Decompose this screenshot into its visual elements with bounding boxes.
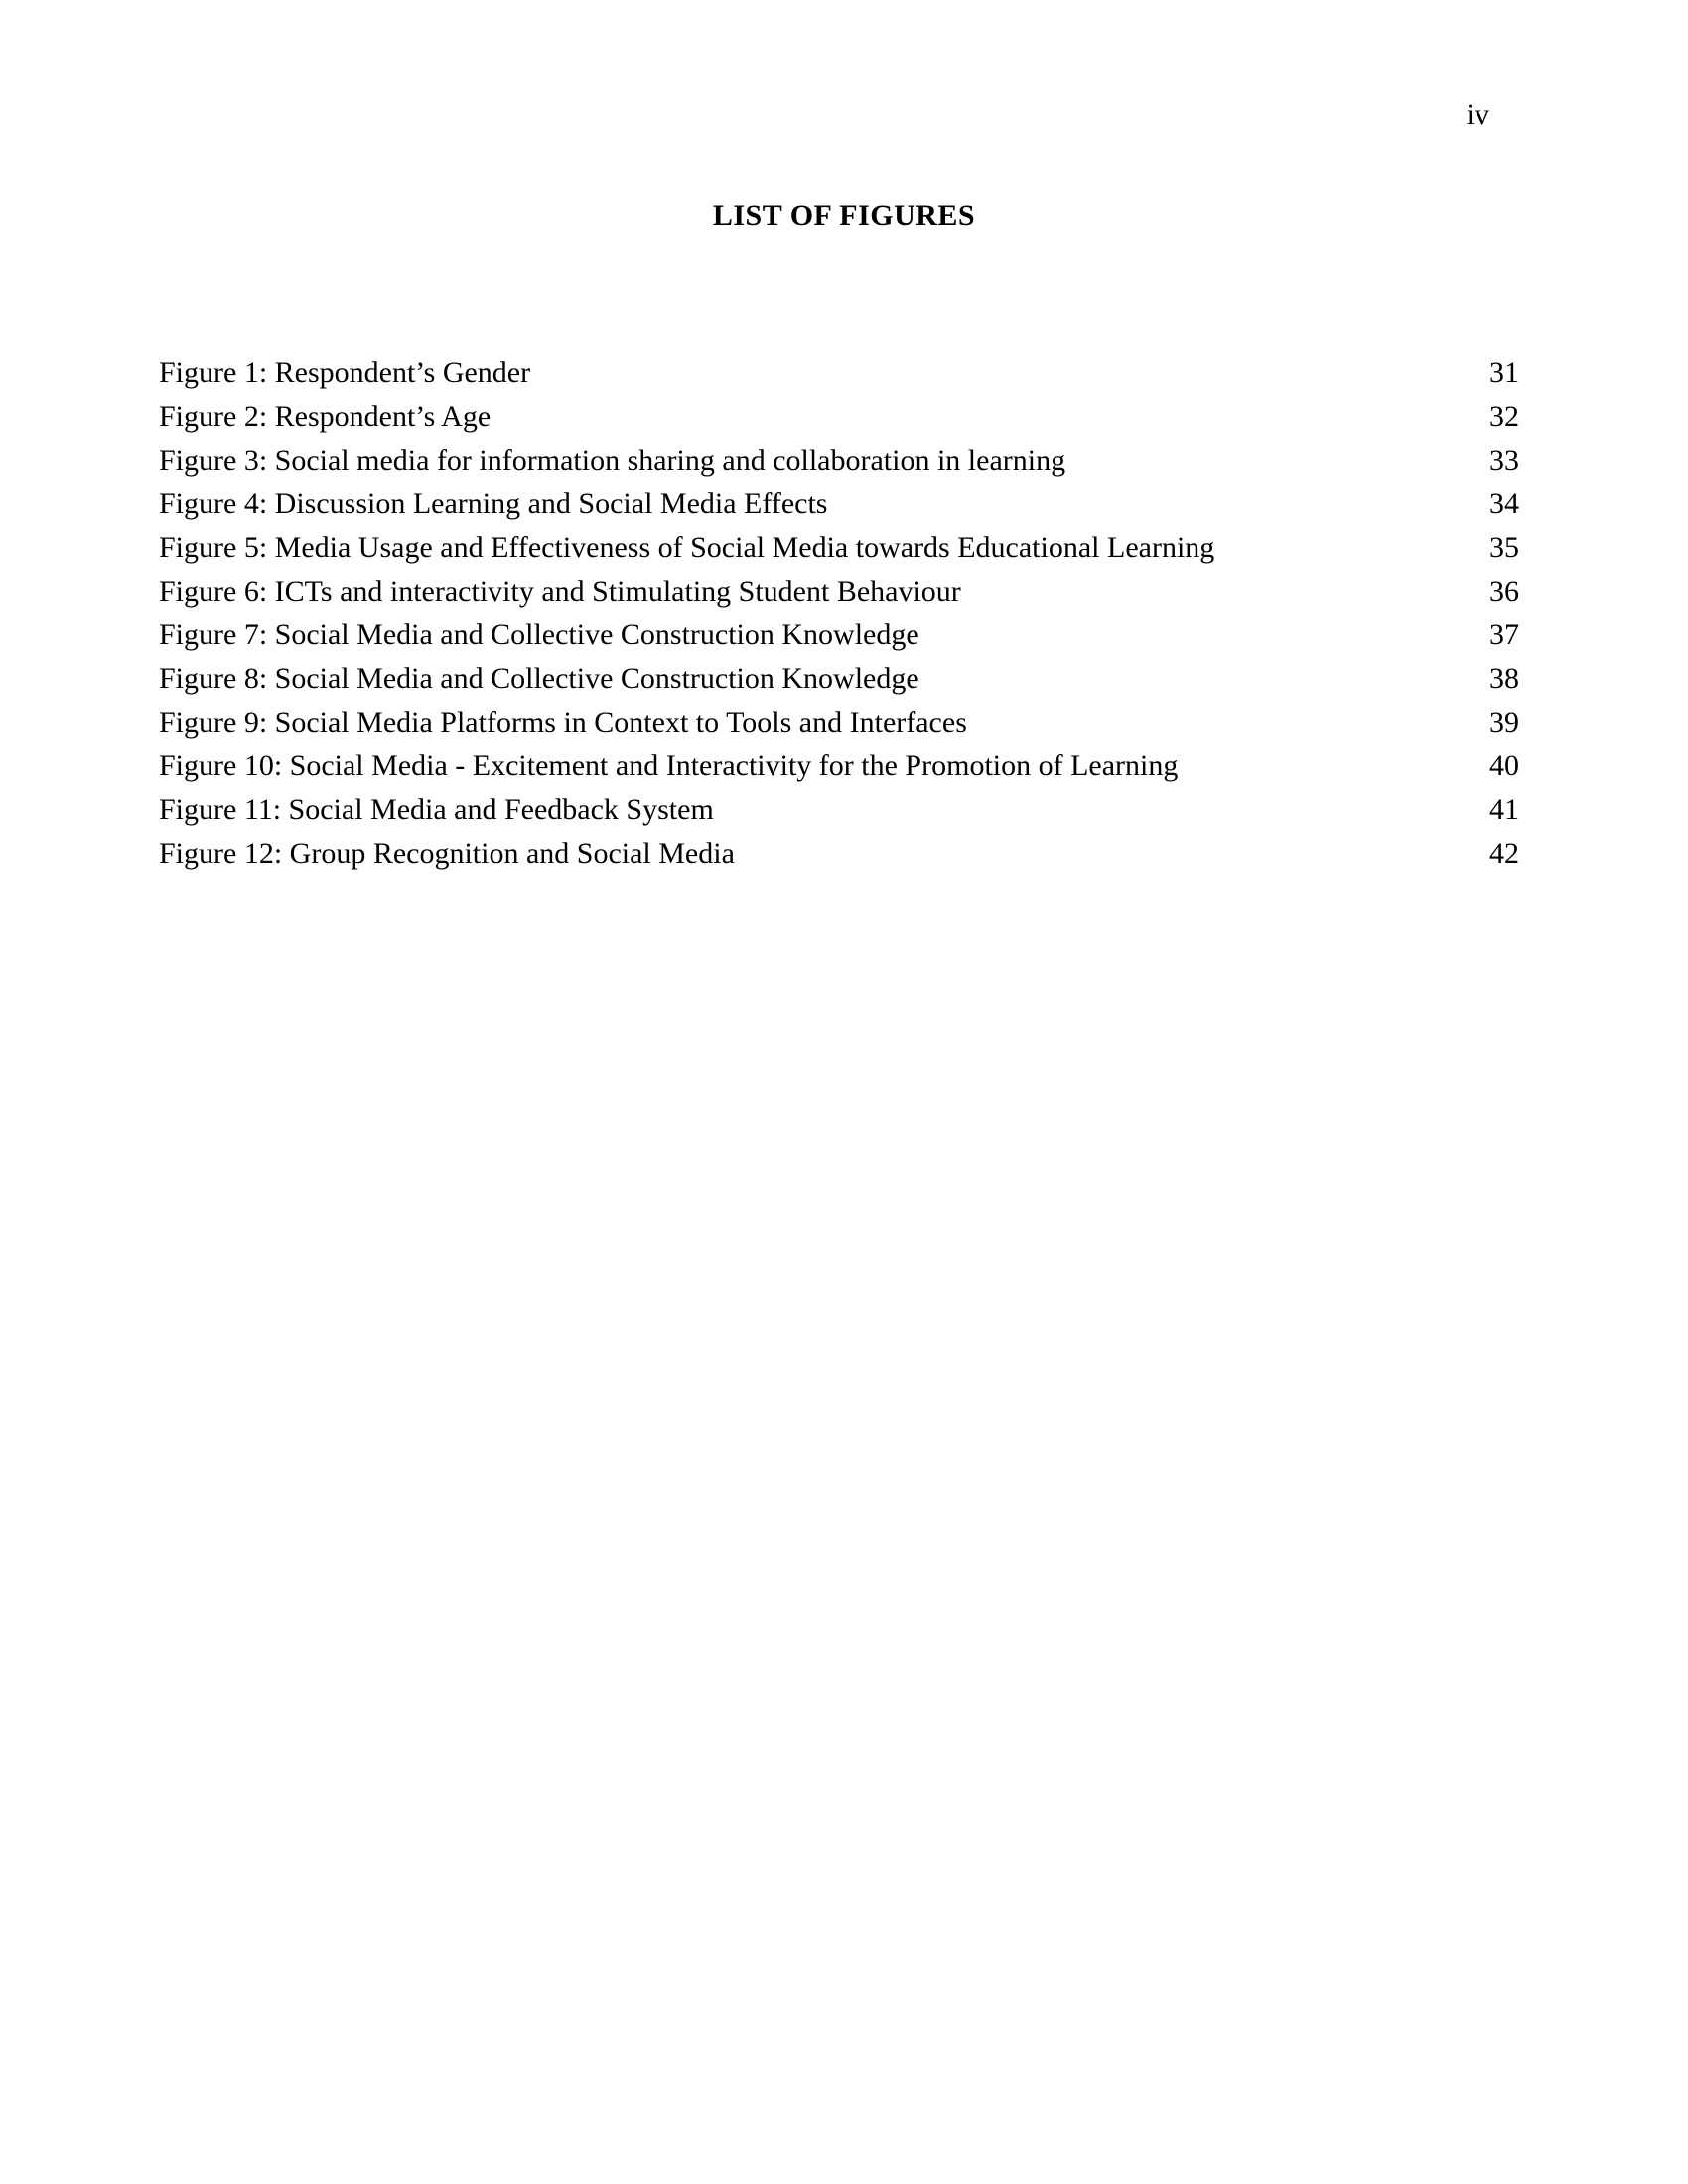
figure-entry-label: Figure 2: Respondent’s Age — [159, 400, 492, 433]
figure-page-number: 37 — [1489, 618, 1519, 651]
list-item — [159, 701, 1519, 745]
figure-entry-label: Figure 7: Social Media and Collective Construction Knowledge — [159, 618, 919, 651]
list-item — [159, 526, 1519, 570]
figure-entry-label: Figure 3: Social media for information sharing and collaboration in learning — [159, 444, 1066, 477]
figure-page-number: 40 — [1489, 750, 1519, 782]
figure-page-number: 42 — [1489, 837, 1519, 870]
figure-entry-label: Figure 9: Social Media Platforms in Context to Tools and Interfaces — [159, 706, 967, 739]
list-item — [159, 482, 1519, 526]
figure-page-number: 36 — [1489, 575, 1519, 608]
corner-page-number: iv — [1466, 98, 1489, 131]
figure-entry-label: Figure 1: Respondent’s Gender — [159, 356, 531, 389]
list-item — [159, 395, 1519, 439]
figure-entry-label: Figure 11: Social Media and Feedback System — [159, 793, 714, 826]
page-title: LIST OF FIGURES — [712, 200, 976, 232]
figure-page-number: 33 — [1489, 444, 1519, 477]
figure-entry-label: Figure 6: ICTs and interactivity and Stimulating Student Behaviour — [159, 575, 961, 608]
list-item — [159, 439, 1519, 482]
figure-list — [159, 351, 1519, 876]
figure-page-number: 32 — [1489, 400, 1519, 433]
figure-entry-label: Figure 4: Discussion Learning and Social Media Effects — [159, 487, 828, 520]
figure-entry-label: Figure 12: Group Recognition and Social Media — [159, 837, 735, 870]
list-item — [159, 788, 1519, 832]
list-item — [159, 832, 1519, 876]
figure-page-number: 39 — [1489, 706, 1519, 739]
figure-entry-label: Figure 10: Social Media - Excitement and Interactivity for the Promotion of Learning — [159, 750, 1179, 782]
list-item — [159, 570, 1519, 614]
list-item — [159, 351, 1519, 395]
list-item — [159, 614, 1519, 657]
figure-page-number: 35 — [1489, 531, 1519, 564]
figure-entry-label: Figure 5: Media Usage and Effectiveness of Social Media towards Educational Learning — [159, 531, 1215, 564]
list-item — [159, 657, 1519, 701]
figure-entry-label: Figure 8: Social Media and Collective Construction Knowledge — [159, 662, 919, 695]
figure-page-number: 31 — [1489, 356, 1519, 389]
list-item — [159, 745, 1519, 788]
figure-page-number: 34 — [1489, 487, 1519, 520]
figure-page-number: 38 — [1489, 662, 1519, 695]
figure-page-number: 41 — [1489, 793, 1519, 826]
